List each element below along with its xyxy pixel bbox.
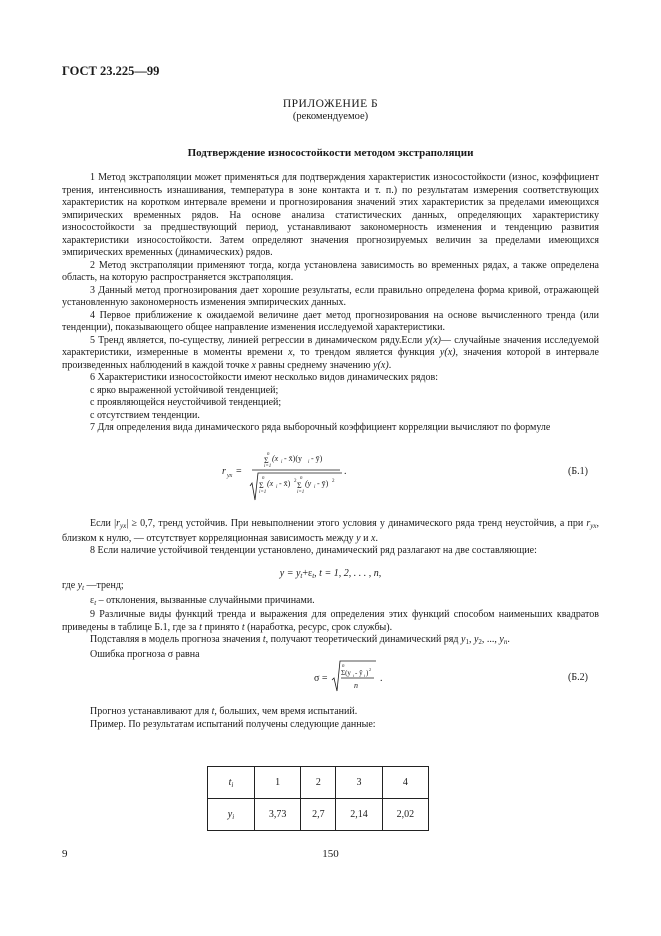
paragraph-2: 2 Метод экстраполяции применяют тогда, когда установлена зависимость во временных рядах, а также определена область, на которую распространяется экстраполяция. [62,259,599,283]
row-header: $y_i$ [208,799,255,831]
paragraph-4: 4 Первое приближение к ожидаемой величине дает метод прогнозирования на основе вычисленного тренда (или тенденции), показывающего общее направление изменения исследуемой характеристики. [62,309,599,333]
paragraph-threshold: Если $|r_{yx}| \ge 0,7$, тренд устойчив. При невыполнении этого условия у динамического ряда тренд неустойчив, а при $r_{yx}$, близком к нулю, — отсутствует корреляционная зависимость между y и x. [62,518,599,544]
table-cell: 2,7 [301,799,336,831]
svg-text:i: i [314,485,316,490]
list-item: с ярко выраженной устойчивой тенденцией; [90,384,279,396]
svg-text:i: i [353,673,355,678]
paragraph-3: 3 Данный метод прогнозирования дает хорошие результаты, если правильно определена форма кривой, отражающей установленную закономерность изменения эмпирических данных. [62,284,599,308]
svg-text:- ȳ: - ȳ [355,669,363,677]
paragraph-7: 7 Для определения вида динамического ряда выборочный коэффициент корреляции вычисляют по формуле [90,422,551,433]
svg-text:i: i [364,673,366,678]
decomposition-formula: $y = y_t+\varepsilon_t$, t = 1, 2, . . . , n, [279,568,382,580]
svg-text:2: 2 [294,479,297,484]
formula-b1 [222,448,362,507]
where-trend: где $y_t$ —тренд; [62,580,124,592]
formula-label-b1: (Б.1) [568,466,588,477]
svg-text:Σ: Σ [259,481,264,490]
section-title: Подтверждение износостойкости методом экстраполяции [187,147,474,159]
svg-text:- x̄): - x̄) [279,479,291,488]
table-row [208,799,429,831]
svg-text:): ) [366,669,369,677]
svg-text:yx: yx [227,473,233,479]
paragraph-8: 8 Если наличие устойчивой тенденции установлено, динамический ряд разлагают на две составляющие: [90,545,537,556]
svg-text:n: n [262,476,265,481]
row-header: $t_i$ [208,767,255,799]
list-item: с отсутствием тенденции. [90,409,200,421]
svg-text:n: n [300,476,303,481]
svg-text:Σ(y: Σ(y [341,669,351,677]
svg-text:r: r [222,466,226,477]
paragraph-10: Подставляя в модель прогноза значения t, получают теоретический динамический ряд $y_1$, $y_2$, ..., $y_n$. [90,634,510,646]
paragraph-1: 1 Метод экстраполяции может применяться для подтверждения характеристик износостойкости (износ, коэффициент трения, интенсивность изнашивания, температура в зоне контакта и т. п.) по результатам измерения соответствующих характеристик на коротком интервале времени и прогнозирования значений этих характеристик за пределами имеющихся эмпирических временных рядов. На основе анализа статистических данных, определяющих характеристику износостойкости за предшествующий период, устанавливают закономерность изменения и тенденцию развития характеристики износостойкости. Затем определяют значения прогнозируемых величин за пределами имеющихся эмпирических временных (динамических) рядов. [62,172,599,258]
table-cell: 1 [255,767,301,799]
formula-b2 [314,658,394,697]
table-cell: 4 [382,767,428,799]
svg-text:n: n [267,452,270,457]
text-block-2 [62,518,599,558]
appendix-title: ПРИЛОЖЕНИЕ Б [282,98,379,110]
svg-text:- ȳ): - ȳ) [311,454,323,463]
footer-left-number: 9 [62,848,68,860]
paragraph-12: Прогноз устанавливают для t, больших, чем время испытаний. [90,706,358,717]
svg-text:(x: (x [267,479,274,488]
paragraph-11: Ошибка прогноза σ равна [90,648,200,660]
standard-header: ГОСТ 23.225—99 [62,64,160,78]
sigma-formula-svg [314,658,394,694]
svg-text:=: = [236,466,242,477]
svg-text:i=1: i=1 [297,490,305,495]
svg-text:(x: (x [272,454,279,463]
paragraph-13: Пример. По результатам испытаний получены следующие данные: [90,718,376,730]
svg-text:i: i [276,485,278,490]
svg-text:i: i [308,460,310,465]
text-block-1 [62,172,599,435]
svg-text:n: n [342,664,345,669]
formula-label-b2: (Б.2) [568,672,588,683]
page-number: 150 [322,848,339,860]
table-cell: 3,73 [255,799,301,831]
text-block-3 [62,580,599,661]
svg-text:- x̄)(y: - x̄)(y [284,454,302,463]
table-cell: 2 [301,767,336,799]
table-cell: 3 [336,767,382,799]
svg-text:i: i [281,460,283,465]
paragraph-6: 6 Характеристики износостойкости имеют несколько видов динамических рядов: [90,372,439,383]
table-cell: 2,02 [382,799,428,831]
svg-text:i=1: i=1 [259,490,267,495]
svg-text:Σ: Σ [264,456,269,465]
correlation-formula-svg [222,448,362,504]
list-item: с проявляющейся неустойчивой тенденцией; [90,397,282,408]
data-table [207,766,429,831]
paragraph-5: 5 Тренд является, по-существу, линией регрессии в динамическом ряду.Если y(x)— случайные значения исследуемой характеристики, измеренные в моменты времени x, то трендом является функция y(x), значения которой в интервале произведенных наблюдений в каждой точке x равны среднему значению y(x). [62,334,599,371]
svg-text:.: . [344,466,347,477]
svg-text:Σ: Σ [297,481,302,490]
svg-text:2: 2 [369,667,371,672]
appendix-subtitle: (рекомендуемое) [292,111,369,122]
svg-text:σ =: σ = [314,673,328,684]
table-cell: 2,14 [336,799,382,831]
svg-text:i=1: i=1 [264,464,272,469]
text-block-4 [62,706,599,731]
paragraph-9: 9 Различные виды функций тренда и выражения для определения этих функций способом наименьших квадратов приведены в таблице Б.1, где за t принято t (наработка, ресурс, срок службы). [62,609,599,633]
table-row [208,767,429,799]
svg-text:.: . [380,673,383,684]
svg-text:n: n [354,681,358,690]
svg-text:(y: (y [305,479,312,488]
svg-text:2: 2 [332,479,335,484]
where-epsilon: $\varepsilon_t$ – отклонения, вызванные случайными причинами. [90,594,315,607]
svg-text:- ȳ): - ȳ) [317,479,329,488]
